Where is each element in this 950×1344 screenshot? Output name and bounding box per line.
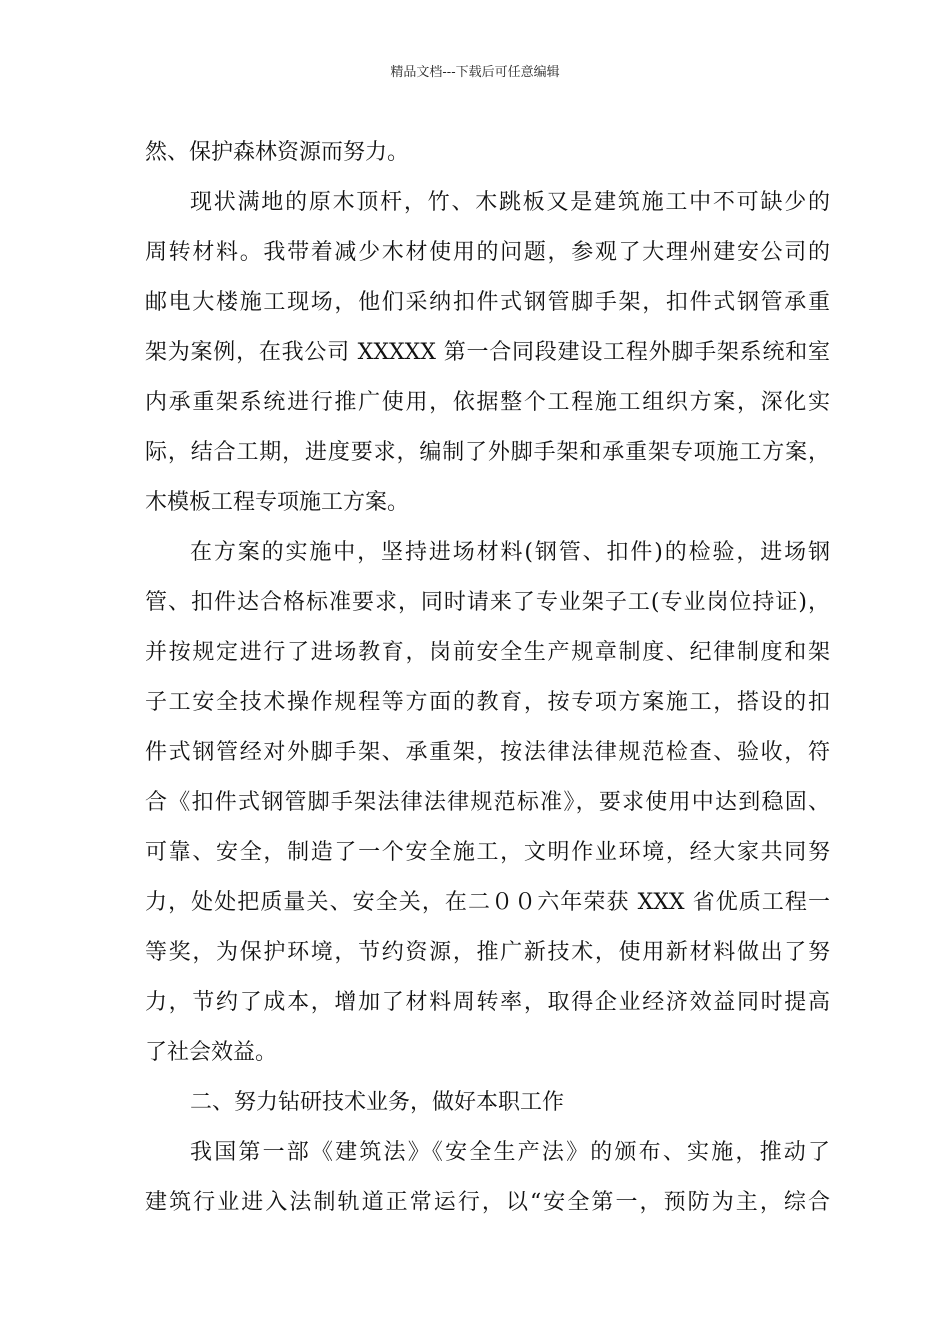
text-line: 可靠、安全，制造了一个安全施工，文明作业环境，经大家共同努 bbox=[145, 840, 830, 865]
text-line: 际，结合工期，进度要求，编制了外脚手架和承重架专项施工方案， bbox=[145, 440, 830, 465]
text-line: 管、扣件达合格标准要求，同时请来了专业架子工(专业岗位持证)， bbox=[145, 590, 830, 615]
text-line: 了社会效益。 bbox=[145, 1040, 278, 1065]
text-line: 现状满地的原木顶杆，竹、木跳板又是建筑施工中不可缺少的 bbox=[190, 190, 830, 215]
text-line: 周转材料。我带着减少木材使用的问题，参观了大理州建安公司的 bbox=[145, 240, 830, 265]
text-line: 木模板工程专项施工方案。 bbox=[145, 490, 410, 515]
text-line: 并按规定进行了进场教育，岗前安全生产规章制度、纪律制度和架 bbox=[145, 640, 830, 665]
text-line: 等奖，为保护环境，节约资源，推广新技术，使用新材料做出了努 bbox=[145, 940, 830, 965]
text-line: 架为案例，在我公司 XXXXX 第一合同段建设工程外脚手架系统和室 bbox=[145, 340, 830, 365]
text-line: 我国第一部《建筑法》《安全生产法》的颁布、实施，推动了 bbox=[190, 1140, 830, 1165]
text-line: 二、努力钻研技术业务，做好本职工作 bbox=[190, 1090, 565, 1115]
text-line: 力，处处把质量关、安全关，在二００六年荣获 XXX 省优质工程一 bbox=[145, 890, 830, 915]
text-line: 力，节约了成本，增加了材料周转率，取得企业经济效益同时提高 bbox=[145, 990, 830, 1015]
text-line: 内承重架系统进行推广使用，依据整个工程施工组织方案，深化实 bbox=[145, 390, 830, 415]
text-line: 在方案的实施中，坚持进场材料(钢管、扣件)的检验，进场钢 bbox=[190, 540, 830, 565]
page-header: 精品文档---下载后可任意编辑 bbox=[390, 65, 560, 80]
text-line: 建筑行业进入法制轨道正常运行，以“安全第一，预防为主，综合 bbox=[145, 1190, 830, 1215]
body-text bbox=[145, 128, 830, 1228]
text-line: 邮电大楼施工现场，他们采纳扣件式钢管脚手架，扣件式钢管承重 bbox=[145, 290, 830, 315]
text-line: 然、保护森林资源而努力。 bbox=[145, 140, 410, 165]
text-line: 件式钢管经对外脚手架、承重架，按法律法律规范检查、验收，符 bbox=[145, 740, 830, 765]
text-line: 子工安全技术操作规程等方面的教育，按专项方案施工，搭设的扣 bbox=[145, 690, 830, 715]
text-line: 合《扣件式钢管脚手架法律法律规范标准》，要求使用中达到稳固、 bbox=[145, 790, 830, 815]
